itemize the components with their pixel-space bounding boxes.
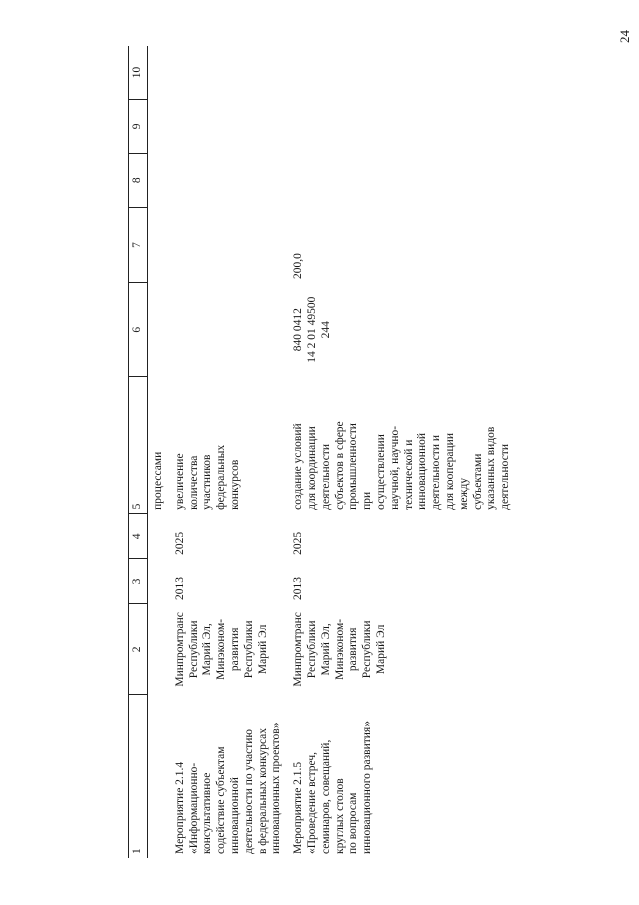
amount-cell [170,207,288,283]
header-col-10: 10 [129,46,148,99]
continuation-row [148,46,170,858]
header-col-8: 8 [129,153,148,207]
rotated-table-container [128,46,628,858]
header-col-6: 6 [129,283,148,376]
continuation-text: процессами [152,451,164,510]
header-col-9: 9 [129,99,148,153]
table-row [170,46,288,858]
executor-cell: Минпромтранс Республики Марий Эл, Минэконом- развития Республики Марий Эл [292,612,387,687]
table-row [288,46,517,858]
budget-code-cell: 840 0412 14 2 01 49500 244 [292,296,332,363]
result-cell: увеличение количества участников федеральных конкурсов [173,444,241,510]
program-table [128,46,517,858]
header-col-5: 5 [129,376,148,513]
activity-cell: Мероприятие 2.1.4 «Информационно- консультативное содействие субъектам инновационной деятельности по участию в федеральных конкурсах инновационных проектов» [173,722,283,854]
activity-cell: Мероприятие 2.1.5 «Проведение встреч, семинаров, совещаний, круглых столов по вопросам инновационного развития» [292,721,374,854]
header-col-3: 3 [129,559,148,604]
end-year-cell: 2025 [173,531,186,555]
header-col-1: 1 [129,695,148,858]
budget-code-cell [170,283,288,376]
header-col-7: 7 [129,207,148,283]
result-cell: создание условий для координации деятельности субъектов в сфере промышленности при осуществлении научной, научно- технической и инновационной деятельности и для кооперации между субъектами указанных видов деятельности [292,421,512,510]
amount-cell: 200,0 [292,253,305,279]
start-year-cell: 2013 [173,577,186,600]
header-col-2: 2 [129,604,148,695]
end-year-cell: 2025 [292,531,305,555]
header-col-4: 4 [129,514,148,559]
page-number: 24 [617,30,632,43]
table-header-row [129,46,148,858]
start-year-cell: 2013 [292,577,305,600]
executor-cell: Минпромтранс Республики Марий Эл, Минэконом- развития Республики Марий Эл [173,612,269,687]
